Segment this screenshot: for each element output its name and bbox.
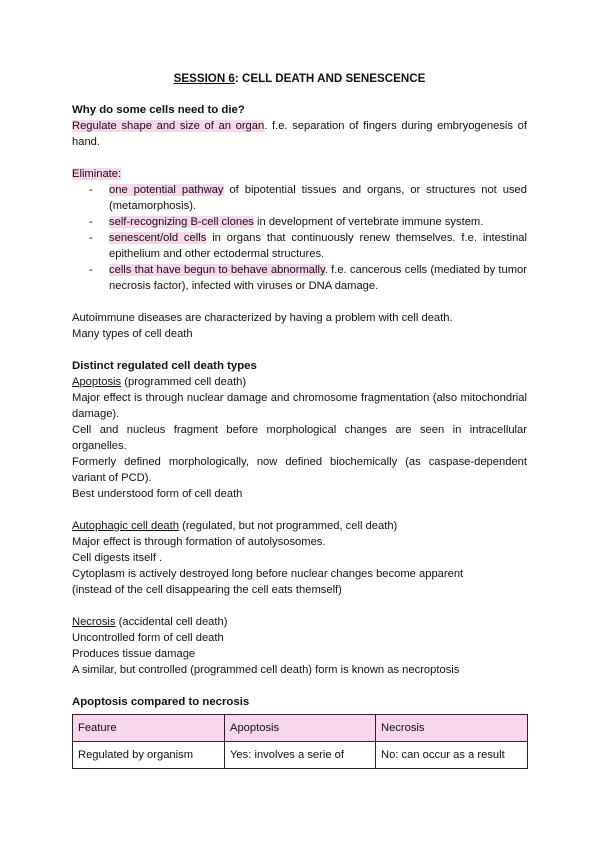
- autoimmune-line: Autoimmune diseases are characterized by having a problem with cell death.: [72, 312, 453, 324]
- many-types-line: Many types of cell death: [72, 328, 193, 340]
- table-cell: Yes: involves a serie of: [225, 742, 376, 769]
- apoptosis-line-2: Cell and nucleus fragment before morphological changes are seen in intracellular organelles.: [72, 424, 527, 452]
- eliminate-list: [72, 182, 527, 294]
- spacer: [72, 342, 527, 358]
- apoptosis-line-3: Formerly defined morphologically, now defined biochemically (as caspase-dependent variant of PCD).: [72, 456, 527, 484]
- term-underlined: Apoptosis: [72, 376, 122, 388]
- highlight-text: self-recognizing B-cell clones: [109, 216, 254, 228]
- table-header-cell: Apoptosis: [225, 715, 376, 742]
- term-rest: (accidental cell death): [115, 616, 228, 628]
- list-item: [72, 262, 527, 294]
- heading-compare: Apoptosis compared to necrosis: [72, 696, 250, 708]
- spacer: [72, 502, 527, 518]
- spacer: [72, 678, 527, 694]
- term-underlined: Necrosis: [72, 616, 116, 628]
- autophagic-line-3: Cytoplasm is actively destroyed long before nuclear changes become apparent: [72, 568, 464, 580]
- document-content: [72, 71, 527, 769]
- table-header-cell: Necrosis: [376, 715, 528, 742]
- highlight-text: senescent/old cells: [109, 232, 207, 244]
- list-item: [72, 230, 527, 262]
- spacer: [72, 150, 527, 166]
- table-header-row: [73, 715, 528, 742]
- list-item: [72, 182, 527, 214]
- list-item-text: of bipotential tissues and organs, or structures not used (metamorphosis).: [109, 184, 527, 212]
- necrosis-line-1: Uncontrolled form of cell death: [72, 632, 224, 644]
- necrosis-line-2: Produces tissue damage: [72, 648, 196, 660]
- autophagic-line-1: Major effect is through formation of autolysosomes.: [72, 536, 326, 548]
- necrosis-term: [72, 614, 527, 630]
- highlight-text: cells that have begun to behave abnormally: [109, 264, 325, 276]
- highlight-text: Regulate shape and size of an organ: [72, 120, 265, 132]
- comparison-table: [72, 714, 528, 769]
- list-item-text: in development of vertebrate immune system.: [253, 216, 484, 228]
- paragraph-text: . f.e. separation of fingers during embryogenesis of hand.: [72, 120, 527, 148]
- term-rest: (programmed cell death): [121, 376, 247, 388]
- term-underlined: Autophagic cell death: [72, 520, 179, 532]
- eliminate-label: [72, 166, 527, 182]
- why-paragraph: [72, 118, 527, 150]
- table-cell: Regulated by organism: [73, 742, 225, 769]
- title-rest: : CELL DEATH AND SENESCENCE: [234, 72, 426, 85]
- table-header-cell: Feature: [73, 715, 225, 742]
- page-title: [72, 71, 527, 87]
- highlight-text: one potential pathway: [109, 184, 224, 196]
- table-row: [73, 742, 528, 769]
- apoptosis-line-1: Major effect is through nuclear damage and chromosome fragmentation (also mitochondrial damage).: [72, 392, 527, 420]
- list-item: [72, 214, 527, 230]
- autophagic-term: [72, 518, 527, 534]
- list-item-text: . f.e. cancerous cells (mediated by tumor necrosis factor), infected with viruses or DNA damage.: [109, 264, 528, 292]
- heading-why: Why do some cells need to die?: [72, 104, 245, 116]
- table-cell: No: can occur as a result: [376, 742, 528, 769]
- apoptosis-term: [72, 374, 527, 390]
- spacer: [72, 598, 527, 614]
- term-rest: (regulated, but not programmed, cell death): [178, 520, 398, 532]
- autophagic-line-2: Cell digests itself .: [72, 552, 163, 564]
- highlight-text: Eliminate:: [72, 168, 122, 180]
- autophagic-line-4: (instead of the cell disappearing the cell eats themself): [72, 584, 342, 596]
- spacer: [72, 294, 527, 310]
- necrosis-line-3: A similar, but controlled (programmed cell death) form is known as necroptosis: [72, 664, 460, 676]
- heading-distinct: Distinct regulated cell death types: [72, 360, 257, 372]
- list-item-text: in organs that continuously renew themselves. f.e. intestinal epithelium and other ectodermal structures.: [109, 232, 528, 260]
- apoptosis-line-4: Best understood form of cell death: [72, 488, 243, 500]
- title-session: SESSION 6: [173, 72, 235, 85]
